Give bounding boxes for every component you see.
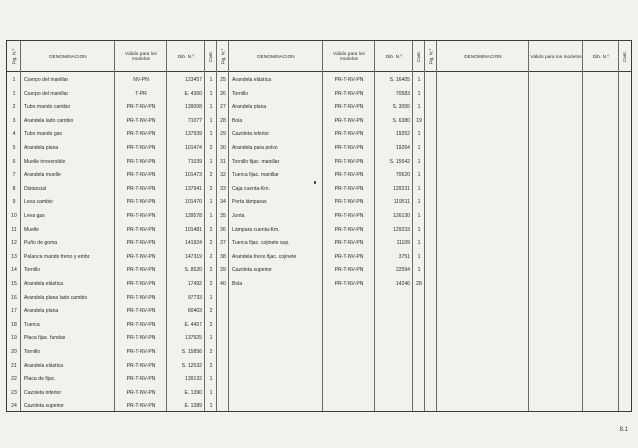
cell-fig: 31: [220, 158, 226, 165]
cell-fig: 8: [12, 185, 16, 192]
cell-denominacion: Tornillo fijac. manillar: [232, 158, 280, 165]
table-row: [7, 74, 217, 88]
header-label: Dib. N.º: [385, 53, 403, 59]
cell-fig: 40: [220, 281, 226, 287]
cell-fig: 38: [220, 253, 226, 260]
cell-dib: E. 4360: [184, 90, 202, 97]
cell-cant: 1: [209, 158, 213, 165]
table-row: [217, 128, 425, 142]
cell-modelos: PR-T-NV-PN: [334, 226, 364, 233]
cell-modelos: PR-T-NV-PN: [126, 145, 156, 151]
table-row: [7, 88, 217, 102]
cell-dib: 97733: [187, 294, 202, 301]
cell-dib: 147319: [185, 253, 202, 260]
cell-cant: 2: [209, 226, 213, 233]
table-row: [7, 360, 217, 374]
table-row: [217, 210, 425, 224]
cell-modelos: PR-T-NV-PN: [334, 158, 364, 165]
header-label: Válido para los modelos: [333, 51, 365, 61]
header-modelos: [529, 41, 583, 71]
table-row: [7, 169, 217, 183]
cell-denominacion: Muelle: [24, 226, 40, 233]
header-label: Cant.: [416, 50, 422, 62]
cell-fig: 15: [11, 281, 17, 287]
table-row: [7, 196, 217, 210]
cell-fig: 37: [220, 240, 226, 247]
header-modelos: [115, 41, 167, 71]
cell-modelos: PR-T-NV-PN: [126, 335, 156, 342]
table-row: [7, 128, 217, 142]
table-row: [217, 88, 425, 102]
cell-modelos: NV-PN: [133, 77, 149, 83]
cell-dib: 129233: [393, 226, 410, 233]
cell-fig: 35: [220, 213, 226, 219]
cell-denominacion: Bola: [232, 281, 243, 287]
table-row: [7, 115, 217, 129]
cell-modelos: PR-T-NV-PN: [126, 349, 156, 355]
cell-denominacion: Arandela plana: [24, 145, 59, 151]
cell-denominacion: Arandela lado cambio: [24, 117, 74, 124]
cell-modelos: PR-T-NV-PN: [334, 145, 364, 151]
table-row: [217, 142, 425, 156]
table-row: [7, 387, 217, 401]
cell-modelos: PR-T-NV-PN: [334, 281, 364, 287]
cell-modelos: PR-T-NV-PN: [126, 281, 156, 287]
cell-cant: 1: [417, 199, 421, 206]
cell-denominacion: Tornillo: [24, 267, 41, 274]
cell-cant: 1: [417, 90, 421, 97]
cell-denominacion: Placa fijac. fundas: [24, 335, 66, 342]
cell-modelos: PR-T-NV-PN: [126, 376, 156, 383]
cell-fig: 21: [11, 362, 17, 369]
column-fig: [425, 41, 437, 411]
cell-dib: 14246: [395, 281, 410, 287]
cell-denominacion: Leva cambio: [24, 199, 53, 206]
cell-modelos: PR-T-NV-PN: [126, 294, 156, 301]
cell-denominacion: Junta: [232, 213, 245, 219]
cell-dib: 17492: [187, 281, 202, 287]
table-row: [7, 400, 217, 414]
cell-cant: 1: [417, 158, 421, 165]
cell-denominacion: Bola: [232, 117, 243, 124]
parts-table: [6, 40, 632, 412]
cell-fig: 10: [11, 213, 17, 219]
cell-denominacion: Muelle irreversible: [24, 158, 66, 165]
cell-fig: 33: [220, 185, 226, 192]
header-modelos: [323, 41, 375, 71]
cell-denominacion: Puño de goma: [24, 240, 58, 247]
cell-modelos: PR-T-NV-PN: [334, 117, 364, 124]
cell-dib: 137941: [185, 185, 202, 192]
cell-modelos: PR-T-NV-PN: [126, 403, 156, 410]
header-denominacion: [229, 41, 323, 71]
cell-cant: 1: [209, 77, 213, 83]
cell-dib: S. 8520: [184, 267, 202, 274]
cell-modelos: PR-T-NV-PN: [126, 321, 156, 328]
table-row: [217, 183, 425, 197]
cell-dib: E. 4457: [184, 321, 202, 328]
cell-denominacion: Tuerca fijac. manillar: [232, 172, 279, 179]
cell-denominacion: Arandela plana: [232, 104, 267, 111]
cell-cant: 1: [417, 145, 421, 151]
cell-fig: 6: [12, 158, 16, 165]
header-label: Fig. N.º: [11, 48, 17, 64]
cell-modelos: PR-T-NV-PN: [334, 104, 364, 111]
column-dib: [583, 41, 619, 411]
cell-cant: 1: [209, 104, 213, 111]
table-row: [7, 210, 217, 224]
cell-modelos: PR-T-NV-PN: [126, 131, 156, 138]
cell-dib: 19264: [395, 145, 410, 151]
cell-denominacion: Lámpara cuenta-Km.: [232, 226, 280, 233]
cell-modelos: PR-T-NV-PN: [126, 308, 156, 315]
cell-dib: 101474: [185, 145, 202, 151]
cell-fig: 18: [11, 321, 17, 328]
cell-denominacion: Tornillo: [24, 349, 41, 355]
cell-cant: 1: [209, 199, 213, 206]
cell-denominacion: Tuerca fijac. cojinete sup.: [232, 240, 290, 247]
header-cant: [619, 41, 631, 71]
cell-denominacion: Caja cuenta-Km.: [232, 185, 270, 192]
cell-cant: 1: [209, 376, 213, 383]
cell-cant: 1: [417, 267, 421, 274]
table-row: [217, 115, 425, 129]
header-fig: [425, 41, 437, 71]
cell-modelos: PR-T-NV-PN: [126, 185, 156, 192]
cell-cant: 1: [209, 403, 213, 410]
cell-dib: S. 3055: [392, 104, 410, 111]
cell-dib: 119511: [393, 199, 410, 206]
table-row: [217, 278, 425, 292]
cell-modelos: T-PR: [135, 90, 147, 97]
cell-denominacion: Arandela elástica: [24, 281, 64, 287]
header-dib: [583, 41, 619, 71]
cell-cant: 2: [209, 321, 213, 328]
header-denominacion: [21, 41, 115, 71]
cell-fig: 14: [11, 267, 17, 274]
cell-cant: 1: [417, 172, 421, 179]
table-row: [7, 156, 217, 170]
cell-cant: 1: [209, 90, 213, 97]
table-row: [7, 332, 217, 346]
header-label: Fig. N.º: [220, 48, 226, 64]
cell-denominacion: Cazoleta inferior: [24, 389, 62, 396]
header-label: Dib. N.º: [177, 53, 195, 59]
cell-denominacion: Arandela plana: [24, 308, 59, 315]
table-row: [217, 169, 425, 183]
cell-fig: 34: [220, 199, 226, 206]
cell-modelos: PR-T-NV-PN: [126, 267, 156, 274]
cell-cant: 28: [416, 281, 422, 287]
cell-denominacion: Cazoleta superior: [24, 403, 64, 410]
table-row: [217, 251, 425, 265]
cell-dib: 101470: [185, 199, 202, 206]
cell-modelos: PR-T-NV-PN: [126, 172, 156, 179]
cell-dib: 22594: [395, 267, 410, 274]
cell-dib: 71077: [187, 117, 202, 124]
cell-dib: S. 15542: [389, 158, 410, 165]
cell-fig: 26: [220, 90, 226, 97]
cell-cant: 1: [417, 253, 421, 260]
header-dib: [167, 41, 205, 71]
cell-fig: 23: [11, 389, 17, 396]
cell-denominacion: Arandela freno fijac. cojinete: [232, 253, 297, 260]
header-denominacion: [437, 41, 529, 71]
cell-denominacion: Distancial: [24, 185, 47, 192]
cell-fig: 17: [11, 308, 17, 315]
table-row: [7, 224, 217, 238]
cell-modelos: PR-T-NV-PN: [126, 253, 156, 260]
cell-dib: S. 16405: [389, 77, 410, 83]
cell-fig: 16: [11, 294, 17, 301]
cell-cant: 1: [417, 240, 421, 247]
cell-fig: 28: [220, 117, 226, 124]
cell-fig: 2: [12, 104, 16, 111]
cell-cant: 2: [209, 185, 213, 192]
cell-dib: 137939: [185, 131, 202, 138]
cell-cant: 1: [417, 131, 421, 138]
table-row: [217, 224, 425, 238]
cell-cant: 2: [209, 281, 213, 287]
header-label: DENOMINACION: [464, 53, 502, 59]
cell-modelos: PR-T-NV-PN: [334, 213, 364, 219]
cell-dib: S. 15856: [181, 349, 202, 355]
cell-fig: 22: [11, 376, 17, 383]
column-modelos: [529, 41, 583, 411]
header-label: Válido para los modelos: [125, 51, 157, 61]
table-row: [217, 196, 425, 210]
table-row: [7, 183, 217, 197]
cell-cant: 2: [209, 253, 213, 260]
cell-dib: 101481: [185, 226, 202, 233]
header-label: Dib. N.º: [592, 53, 610, 59]
cell-denominacion: Cuerpo del manillar: [24, 90, 69, 97]
header-label: DENOMINACION: [257, 53, 295, 59]
table-row: [217, 101, 425, 115]
cell-modelos: PR-T-NV-PN: [334, 267, 364, 274]
cell-cant: 1: [209, 389, 213, 396]
cell-denominacion: Tubo mando cambio: [24, 104, 71, 111]
cell-modelos: PR-T-NV-PN: [334, 253, 364, 260]
cell-cant: 2: [209, 172, 213, 179]
table-row: [217, 74, 425, 88]
cell-dib: 139132: [185, 376, 202, 383]
cell-denominacion: Arandela elástica: [24, 362, 64, 369]
cell-fig: 13: [11, 253, 17, 260]
cell-cant: 1: [209, 213, 213, 219]
cell-modelos: PR-T-NV-PN: [334, 90, 364, 97]
header-label: Válido para los modelos: [530, 53, 582, 59]
cell-modelos: PR-T-NV-PN: [334, 185, 364, 192]
cell-cant: 19: [416, 117, 422, 124]
cell-cant: 1: [417, 213, 421, 219]
table-row: [7, 142, 217, 156]
cell-modelos: PR-T-NV-PN: [334, 131, 364, 138]
cell-dib: S. 6380: [392, 117, 410, 124]
cell-fig: 36: [220, 226, 226, 233]
table-row: [7, 373, 217, 387]
cell-fig: 25: [220, 77, 226, 83]
cell-cant: 2: [209, 145, 213, 151]
table-block-2: [217, 41, 425, 411]
table-row: [7, 292, 217, 306]
cell-cant: 1: [417, 226, 421, 233]
cell-fig: 27: [220, 104, 226, 111]
cell-fig: 24: [11, 403, 17, 410]
table-row: [7, 319, 217, 333]
cell-cant: 2: [209, 362, 213, 369]
cell-fig: 1: [12, 90, 16, 97]
cell-cant: 2: [209, 267, 213, 274]
cell-dib: 129231: [393, 185, 410, 192]
cell-dib: S. 12532: [181, 362, 202, 369]
cell-modelos: PR-T-NV-PN: [126, 117, 156, 124]
cell-fig: 20: [11, 349, 17, 355]
header-label: Fig. N.º: [428, 48, 434, 64]
cell-cant: 1: [417, 104, 421, 111]
cell-denominacion: Placa de fijac.: [24, 376, 56, 383]
cell-cant: 1: [209, 117, 213, 124]
cell-fig: 12: [11, 240, 17, 247]
cell-denominacion: Tuerca: [24, 321, 40, 328]
cell-modelos: PR-T-NV-PN: [126, 226, 156, 233]
cell-fig: 1: [12, 77, 16, 83]
cell-fig: 5: [12, 145, 16, 151]
cell-fig: 29: [220, 131, 226, 138]
cell-denominacion: Arandela muelle: [24, 172, 61, 179]
table-row: [7, 346, 217, 360]
header-fig: [7, 41, 21, 71]
table-row: [217, 156, 425, 170]
cell-dib: 70583: [395, 90, 410, 97]
cell-dib: 60403: [187, 308, 202, 315]
cell-fig: 19: [11, 335, 17, 342]
cell-modelos: PR-T-NV-PN: [126, 199, 156, 206]
cell-cant: 1: [209, 131, 213, 138]
table-row: [7, 237, 217, 251]
cell-fig: 39: [220, 267, 226, 274]
cell-dib: 19252: [395, 131, 410, 138]
page-number: 8.1: [619, 427, 628, 433]
header-label: Cant.: [208, 50, 214, 62]
cell-denominacion: Porta lámparas: [232, 199, 267, 206]
cell-dib: 126130: [393, 213, 410, 219]
cell-cant: 2: [209, 240, 213, 247]
cell-fig: 3: [12, 117, 16, 124]
cell-fig: 30: [220, 145, 226, 151]
table-row: [7, 101, 217, 115]
cell-cant: 1: [209, 335, 213, 342]
cell-dib: 141924: [185, 240, 202, 247]
cell-dib: E. 1390: [184, 389, 202, 396]
ink-speck: [314, 181, 316, 184]
cell-modelos: PR-T-NV-PN: [334, 199, 364, 206]
cell-dib: 3751: [398, 253, 410, 260]
header-cant: [413, 41, 425, 71]
cell-modelos: PR-T-NV-PN: [126, 389, 156, 396]
cell-modelos: PR-T-NV-PN: [334, 240, 364, 247]
table-row: [7, 278, 217, 292]
cell-modelos: PR-T-NV-PN: [126, 158, 156, 165]
cell-denominacion: Tornillo: [232, 90, 249, 97]
cell-dib: 11109: [396, 240, 410, 247]
column-denominacion: [437, 41, 529, 411]
cell-cant: 2: [209, 349, 213, 355]
header-label: Cant.: [622, 50, 628, 62]
cell-cant: 1: [417, 185, 421, 192]
cell-denominacion: Palanca mando freno y embr.: [24, 253, 91, 260]
table-block-1: [7, 41, 217, 411]
cell-cant: 1: [209, 294, 213, 301]
header-cant: [205, 41, 217, 71]
cell-dib: 139008: [185, 104, 202, 111]
cell-fig: 9: [12, 199, 16, 206]
table-block-3: [425, 41, 631, 411]
cell-fig: 4: [12, 131, 16, 138]
cell-denominacion: Cazoleta inferior: [232, 131, 270, 138]
cell-dib: 123457: [185, 77, 202, 83]
table-row: [7, 251, 217, 265]
cell-modelos: PR-T-NV-PN: [126, 213, 156, 219]
cell-denominacion: Leva gas: [24, 213, 45, 219]
cell-fig: 32: [220, 172, 226, 179]
cell-modelos: PR-T-NV-PN: [126, 104, 156, 111]
cell-denominacion: Tubo mando gas: [24, 131, 63, 138]
cell-dib: 71039: [187, 158, 202, 165]
cell-denominacion: Cazoleta superior: [232, 267, 272, 274]
column-cant: [619, 41, 631, 411]
cell-cant: 1: [417, 77, 421, 83]
table-row: [217, 264, 425, 278]
cell-denominacion: Cuerpo del manillar: [24, 77, 69, 83]
cell-denominacion: Arandela elástica: [232, 77, 272, 83]
cell-dib: 101473: [185, 172, 202, 179]
cell-modelos: PR-T-NV-PN: [334, 172, 364, 179]
header-dib: [375, 41, 413, 71]
table-row: [7, 305, 217, 319]
cell-modelos: PR-T-NV-PN: [126, 362, 156, 369]
table-row: [217, 237, 425, 251]
cell-denominacion: Arandela plana lado cambio: [24, 294, 88, 301]
cell-cant: 2: [209, 308, 213, 315]
cell-denominacion: Arandela para polvo: [232, 145, 278, 151]
cell-dib: 70620: [395, 172, 410, 179]
header-fig: [217, 41, 229, 71]
cell-dib: 137925: [185, 335, 202, 342]
cell-dib: 139578: [185, 213, 202, 219]
cell-dib: E. 1389: [184, 403, 202, 410]
cell-modelos: PR-T-NV-PN: [334, 77, 364, 83]
cell-fig: 7: [12, 172, 16, 179]
cell-modelos: PR-T-NV-PN: [126, 240, 156, 247]
header-label: DENOMINACION: [49, 53, 87, 59]
table-row: [7, 264, 217, 278]
cell-fig: 11: [11, 226, 17, 233]
